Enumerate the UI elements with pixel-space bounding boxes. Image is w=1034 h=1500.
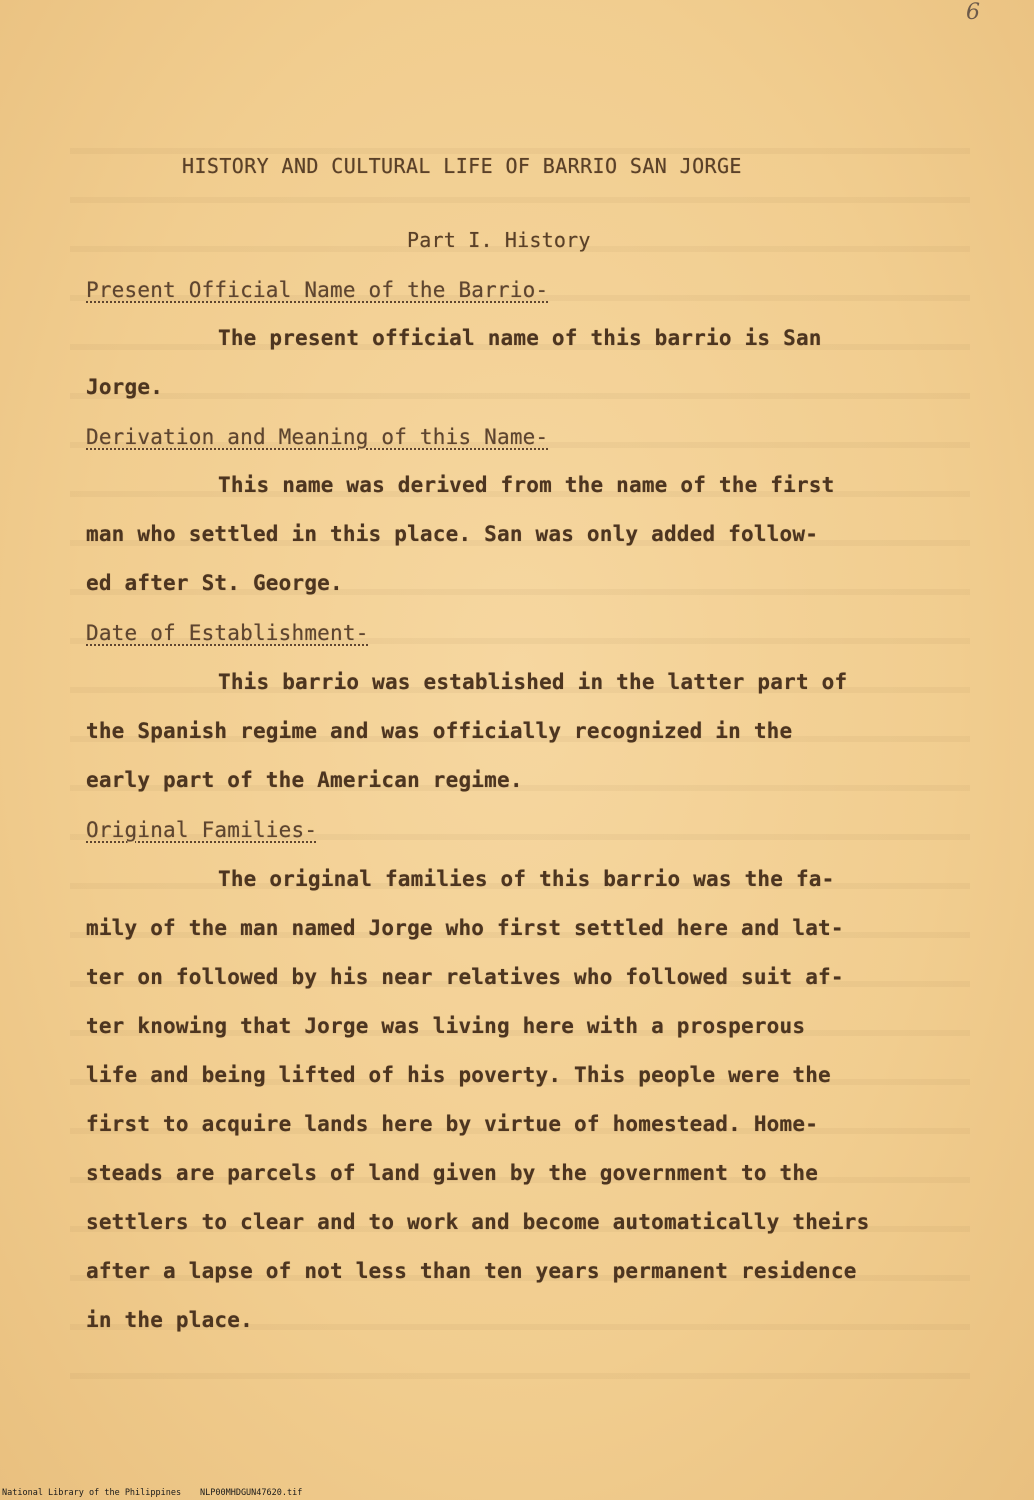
body-line: settlers to clear and to work and become automatically theirs <box>86 1210 870 1234</box>
body-line: This name was derived from the name of the first <box>218 473 835 497</box>
body-line: after a lapse of not less than ten years permanent residence <box>86 1259 857 1283</box>
body-line: The present official name of this barrio is San <box>218 326 822 350</box>
body-line: first to acquire lands here by virtue of homestead. Home- <box>86 1112 819 1136</box>
body-line: early part of the American regime. <box>86 768 523 792</box>
section-heading-official-name: Present Official Name of the Barrio- <box>86 278 549 302</box>
body-line: This barrio was established in the latter part of <box>218 670 848 694</box>
section-heading-establishment: Date of Establishment- <box>86 621 369 645</box>
body-line: ter knowing that Jorge was living here with a prosperous <box>86 1014 806 1038</box>
footer-filename: NLP00MHDGUN47620.tif <box>200 1488 303 1498</box>
footer-source: National Library of the Philippines <box>2 1488 182 1498</box>
part-heading: Part I. History <box>407 228 591 252</box>
body-line: the Spanish regime and was officially recognized in the <box>86 719 793 743</box>
handwritten-page-number: 6 <box>966 0 980 25</box>
body-line: The original families of this barrio was the fa- <box>218 867 835 891</box>
body-line: man who settled in this place. San was only added follow- <box>86 522 819 546</box>
section-heading-derivation: Derivation and Meaning of this Name- <box>86 425 549 449</box>
section-heading-original-families: Original Families- <box>86 818 318 842</box>
body-line: ed after St. George. <box>86 571 343 595</box>
body-line: life and being lifted of his poverty. This people were the <box>86 1063 831 1087</box>
body-line: Jorge. <box>86 375 164 399</box>
body-line: in the place. <box>86 1308 253 1332</box>
body-line: mily of the man named Jorge who first settled here and lat- <box>86 916 844 940</box>
body-line: steads are parcels of land given by the government to the <box>86 1161 819 1185</box>
document-title: HISTORY AND CULTURAL LIFE OF BARRIO SAN JORGE <box>182 154 742 178</box>
body-line: ter on followed by his near relatives who followed suit af- <box>86 965 844 989</box>
